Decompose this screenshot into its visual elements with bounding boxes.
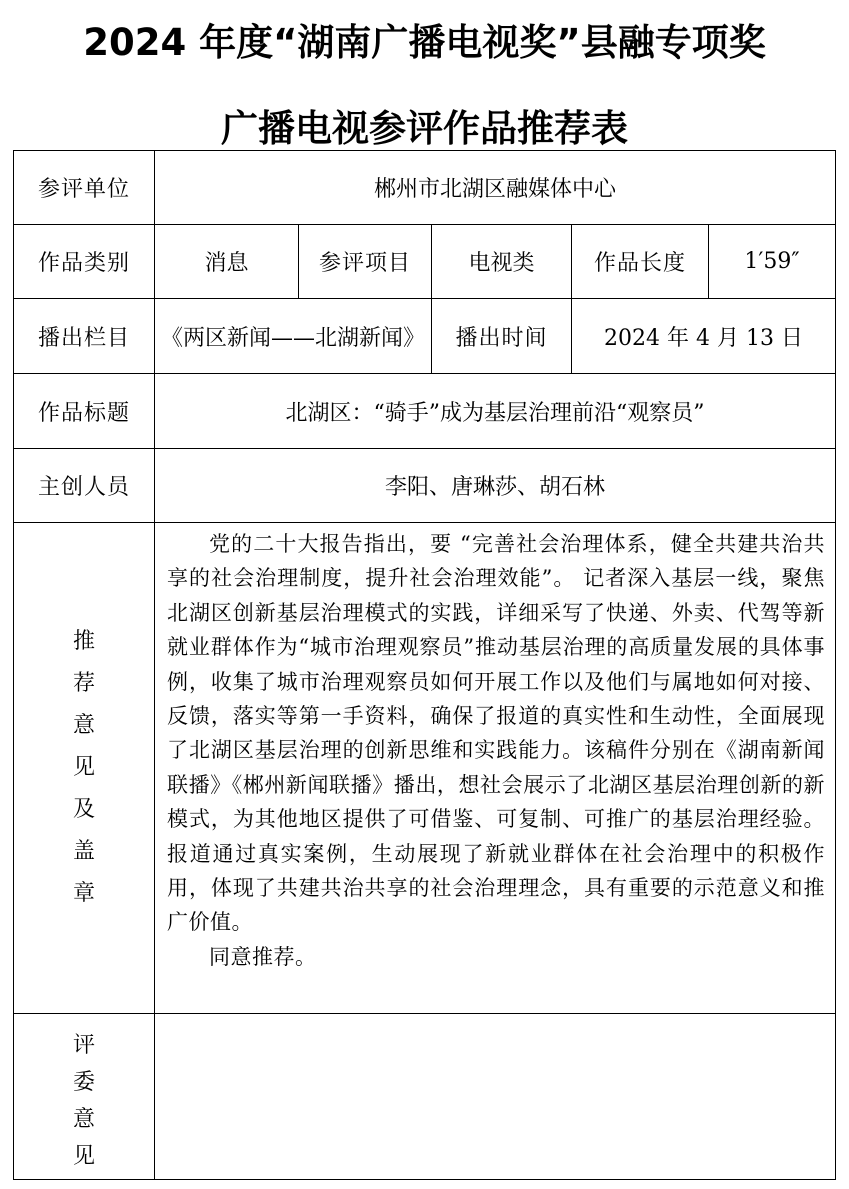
work-title-label: 作品标题 (14, 374, 155, 449)
recommendation-approval: 同意推荐。 (209, 944, 317, 969)
jury-label-cell (14, 1014, 155, 1180)
length-value: 1′59″ (709, 225, 836, 299)
recommendation-label: 推荐意见及盖章 (72, 629, 95, 906)
unit-value: 郴州市北湖区融媒体中心 (155, 151, 836, 225)
column-value: 《两区新闻——北湖新闻》 (155, 299, 432, 374)
row-category (14, 225, 836, 299)
column-label: 播出栏目 (14, 299, 155, 374)
recommendation-label-cell (14, 523, 155, 1014)
jury-opinion-field[interactable] (155, 1014, 836, 1180)
length-label: 作品长度 (572, 225, 709, 299)
creators-label: 主创人员 (14, 449, 155, 523)
row-work-title (14, 374, 836, 449)
category-value: 消息 (155, 225, 299, 299)
row-jury (14, 1014, 836, 1180)
document-title-line2: 广播电视参评作品推荐表 (221, 107, 628, 150)
row-recommendation (14, 523, 836, 1014)
project-label: 参评项目 (299, 225, 432, 299)
category-label: 作品类别 (14, 225, 155, 299)
time-value: 2024 年 4 月 13 日 (572, 299, 836, 374)
time-label: 播出时间 (432, 299, 572, 374)
creators-value: 李阳、唐琳莎、胡石林 (155, 449, 836, 523)
project-value: 电视类 (432, 225, 572, 299)
row-unit (14, 151, 836, 225)
row-creators (14, 449, 836, 523)
recommendation-form-table (13, 150, 836, 1180)
recommendation-text-cell (155, 523, 836, 1014)
row-broadcast (14, 299, 836, 374)
recommendation-paragraph: 党的二十大报告指出，要 “完善社会治理体系，健全共建共治共享的社会治理制度，提升社会治理效能”。 记者深入基层一线，聚焦北湖区创新基层治理模式的实践，详细采写了快递、外卖、代驾等新就业群体作为“城市治理观察员”推动基层治理的高质量发展的具体事例，收集了城市治理观察员如何开展工作以及他们与属地如何对接、反馈，落实等第一手资料，确保了报道的真实性和生动性，全面展现了北湖区基层治理的创新思维和实践能力。该稿件分别在《湖南新闻联播》《郴州新闻联播》播出，想社会展示了北湖区基层治理创新的新模式，为其他地区提供了可借鉴、可复制、可推广的基层治理经验。报道通过真实案例，生动展现了新就业群体在社会治理中的积极作用，体现了共建共治共享的社会治理理念，具有重要的示范意义和推广价值。 (167, 532, 826, 935)
jury-label: 评委意见 (72, 1032, 95, 1169)
document-title-line1: 2024 年度“湖南广播电视奖”县融专项奖 (83, 21, 766, 64)
work-title-value: 北湖区：“骑手”成为基层治理前沿“观察员” (155, 374, 836, 449)
unit-label: 参评单位 (14, 151, 155, 225)
